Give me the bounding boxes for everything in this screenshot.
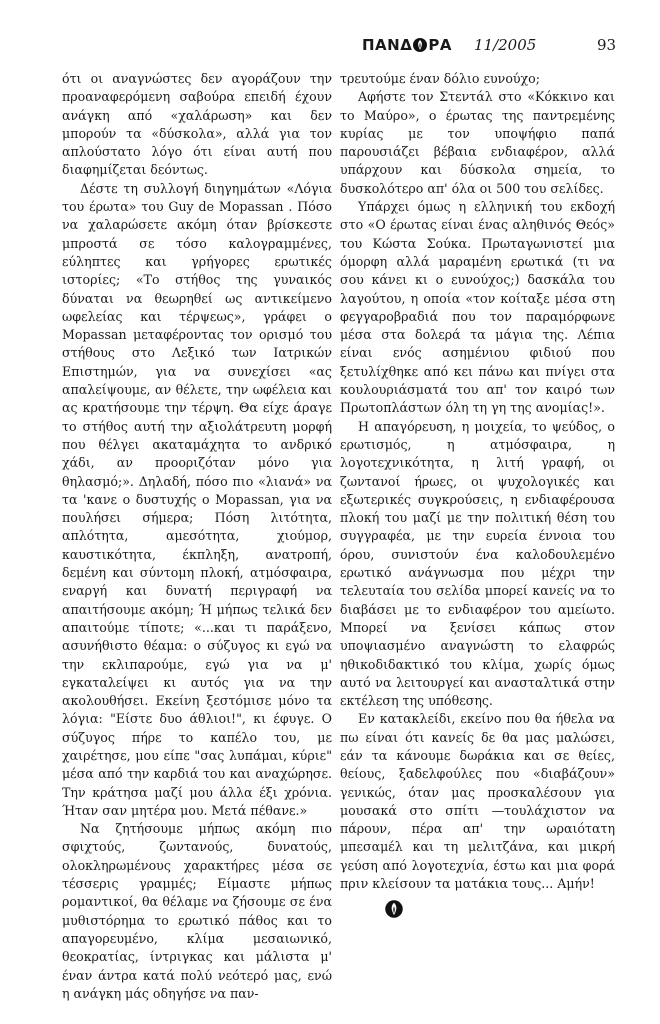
left-column [62, 70, 332, 1003]
pandora-flame-icon [384, 899, 404, 919]
page-header [0, 36, 660, 58]
magazine-logo [362, 36, 452, 54]
paragraph: ότι οι αναγνώστες δεν αγοράζουν την προαναφερόμενη σαβούρα επειδή έχουν ανάγκη από «χαλάρωση» και δεν μπορούν τα «δύσκολα», αλλά για τον απλούστατο λόγο ότι είναι αυτή που διαφημίζεται δεόντως. [62, 71, 332, 178]
page-number: 93 [597, 36, 617, 54]
logo-text-left: ΠΑΝΔ [362, 36, 413, 54]
logo-text-right: ΡΑ [428, 36, 452, 54]
issue-number: 11/2005 [474, 36, 537, 54]
paragraph: Να ζητήσουμε μήπως ακόμη πιο σφιχτούς, ζωντανούς, δυνατούς, ολοκληρωμένους χαρακτήρες μέσα σε τέσσερις γραμμές; Είμαστε μήπως ρομαντικοί, θα θέλαμε να ζήσουμε σε ένα μυθιστόρημα το ερωτικό πάθος και το απαγορευμένο, κλίμα μεσαιωνικό, θεοκρατίας, ίντριγκας και μάλιστα μ' έναν άντρα κατά πολύ νεότερό μας, ενώ η ανάγκη μάς οδηγήσε να παν- [62, 821, 332, 1001]
paragraph: Υπάρχει όμως η ελληνική του εκδοχή στο «Ο έρωτας είναι ένας αληθινός Θεός» του Κώστα Σούκα. Πρωταγωνιστεί μια όμορφη αλλά μαραμένη ερωτικά (τι να σου κάνει κι ο ευνούχος;) δασκάλα του λαγούτου, η οποία «τον κοίταξε μέσα στη φεγγαροβραδιά που τον παραμόρφωνε μέσα στα δολερά τα μάγια της. Λέπια είναι ενός ασημένιου φιδιού που ξετυλίχθηκε από κει πάνω και πνίγει στα κουλουριάσματά του απ' τον καιρό των Πρωτοπλάστων όλη τη γη της ανομίας!». [340, 199, 615, 416]
pandora-flame-icon [412, 37, 428, 53]
paragraph: Εν κατακλείδι, εκείνο που θα ήθελα να πω είναι ότι κανείς δε θα μας μαλώσει, εάν τα κάνουμε δωράκια και σε θείες, θείους, ξαδελφούλες που «διαβάζουν» γενικώς, όταν μας προσκαλέσουν για μουσακά στο σπίτι —τουλάχιστον να πάρουν, πέρα απ' την ωραιότατη μπεσαμέλ και τη μελιτζάνα, και μικρή γεύση από λογοτεχνία, έστω και μια φορά πριν κλείσουν τα ματάκια τους... Αμήν! [340, 711, 615, 892]
paragraph: Αφήστε τον Στεντάλ στο «Κόκκινο και το Μαύρο», ο έρωτας της παντρεμένης κυρίας με τον υποψήφιο παπά παρουσιάζει βέβαια ενδιαφέρον, αλλά υπάρχουν και δύσκολα σημεία, το δυσκολότερο απ' όλα οι 500 του σελίδες. [340, 89, 615, 196]
paragraph: τρευτούμε έναν δόλιο ευνούχο; [340, 71, 541, 86]
right-column [340, 70, 615, 919]
paragraph: Δέστε τη συλλογή διηγημάτων «Λόγια του έρωτα» του Guy de Mopassan . Πόσο να χαλαρώσετε ακόμη όταν βρίσκεστε μπροστά σε τόσο καλογραμμένες, εύληπτες και γρήγορες ερωτικές ιστορίες; «Το στήθος της γυναικός δύναται να θεωρηθεί ως αντικείμενο ωφελείας και τέρψεως», γράφει ο Mopassan μεταφέροντας τον ορισμό του στήθους στο Λεξικό των Ιατρικών Επιστημών, για να συνεχίσει «ας απαλείψουμε, αν θέλετε, την ωφέλεια και ας κρατήσουμε την τέρψη. Θα είχε άραγε το στήθος αυτή την αξιολάτρευτη μορφή που θέλγει ακαταμάχητα το ανδρικό χάδι, αν προοριζόταν μόνο για θηλασμό;». Δηλαδή, πόσο πιο «λιανά» να τα 'κανε ο δυστυχής ο Mopassan, για να πουλήσει σήμερα; Πόση λιτότητα, απλότητα, αμεσότητα, χιούμορ, καυστικότητα, έκπληξη, ανατροπή, δεμένη και σύντομη πλοκή, ατμόσφαιρα, εναργή και δυνατή περιγραφή να απαιτήσουμε ακόμη; Ή μήπως τελικά δεν απαιτούμε τίποτε; «...και τι παράξενο, ασυνήθιστο θέαμα: ο σύζυγος κι εγώ να την εκλιπαρούμε, εγώ για να μ' εγκαταλείψει κι αυτός για να την ακολουθήσει. Εκείνη ξεστόμισε μόνο τα λόγια: "Είστε δυο άθλιοι!", κι έφυγε. Ο σύζυγος πήρε το καπέλο του, με χαιρέτησε, μου είπε "σας λυπάμαι, κύριε" μέσα από την καρδιά του και αναχώρησε. Την κράτησα μαζί μου άλλα έξι χρόνια. Ήταν σαν μητέρα μου. Μετά πέθανε.» [62, 180, 332, 818]
paragraph: Η απαγόρευση, η μοιχεία, το ψεύδος, ο ερωτισμός, η ατμόσφαιρα, η λογοτεχνικότητα, η λιτή γραφή, οι ζωντανοί ήρωες, οι ψυχολογικές και εξωτερικές συγκρούσεις, η ενδιαφέρουσα πλοκή του μαζί με την πολιτική θέση του συγγραφέα, με την ευρεία έννοια του όρου, συνιστούν ένα καλοδουλεμένο ερωτικό ανάγνωσμα που μέχρι την τελευταία του σελίδα μπορεί κανείς να το διαβάσει με το ενδιαφέρον του αμείωτο. Μπορεί να ξενίσει κάπως στον υποψιασμένο αναγνώστη το ελαφρώς ηθικοδιδακτικό του κλίμα, χωρίς όμως αυτό να λειτουργεί και ανασταλτικά στην εκτέλεση της υπόθεσης. [340, 418, 615, 709]
